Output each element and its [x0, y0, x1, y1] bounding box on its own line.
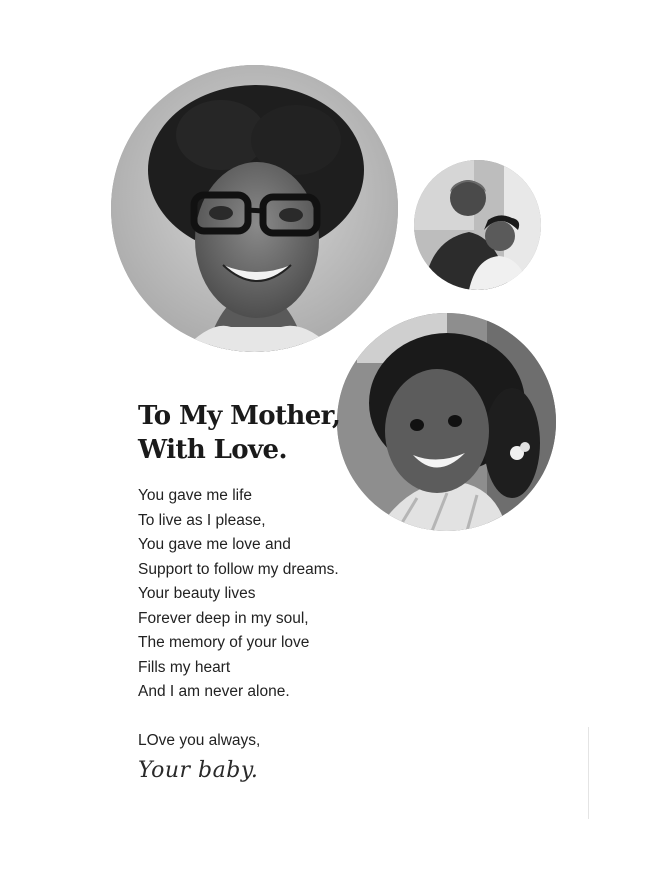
grandmother-and-child-photo: [414, 160, 541, 290]
closing-text: LOve you always,: [138, 732, 261, 749]
grandmother-and-child-image: [414, 160, 541, 290]
title-line-2: With Love.: [138, 435, 287, 465]
poem-line: Support to follow my dreams.: [138, 560, 339, 578]
poem-line: To live as I please,: [138, 511, 266, 529]
poem-line: Your beauty lives: [138, 585, 256, 602]
title-line-1: To My Mother,: [138, 401, 341, 431]
page-title: [138, 399, 340, 467]
signature: Your baby.: [138, 758, 259, 783]
mother-portrait-photo: [111, 65, 398, 352]
poem-line: The memory of your love: [138, 634, 310, 651]
mother-portrait-image: [111, 65, 398, 352]
poem: [138, 484, 339, 705]
poem-line: You gave me love and: [138, 536, 291, 553]
young-girl-image: [337, 313, 556, 531]
poem-line: Forever deep in my soul,: [138, 609, 309, 627]
page-edge-divider: [588, 727, 589, 819]
poem-line: You gave me life: [138, 487, 253, 504]
poem-line: And I am never alone.: [138, 683, 290, 700]
young-girl-photo: [337, 313, 556, 531]
poem-line: Fills my heart: [138, 658, 231, 676]
